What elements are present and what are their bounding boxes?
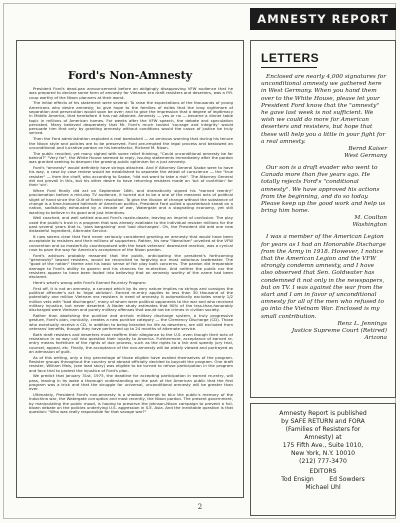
letter-text: Our son is a draft evader who went to Canada more than five years ago. He totally rejects Ford's "conditional amnesty". We have approved his actions from the beginning, and do so today. Please keep up the good work and help us bring him home. [261, 165, 386, 215]
article-paragraph: The public recoiled, yet many sighed with some relief thinking, "Could unconditional amnesty be far behind?" "Very far", the White House seemed to reply, issuing statements immediately after the pardon was granted seeking to dampen the growing public optimism for a just amnesty. [29, 150, 233, 165]
article-paragraph: Well coached, and well settled around Ford's razzle-dazzle, leaving an imprint of confusion. The play used the public's trust in a program that was already available to the individual resister millions for the past several years that is, 'plea bargaining' and 'bad discharges'. Oh, the President did add one new distasteful ingredient, Alternate Service. [29, 215, 233, 234]
article-paragraph: Then the Ford administration exploded a real bombshell — an ominous warning that during his tenure the Nixon style and policies are to be preserved. Ford pre-empted the legal process and bestowed an unconditional and lucrative pardon on his benefactor, Richard M. Nixon. [29, 136, 233, 150]
letter-signature: M. Coulton [354, 215, 387, 222]
article-paragraph: When Ford finally did act on September 16th, and dramatically signed his "earned reentry" proclamation before a mid-day TV audience, it turned out to be a one of the meanest acts of political slight of hand since the Gulf of Tonkin resolution. To give the illusion of change without the substance of change is a time-honored hallmark of American politics. President Ford pulled a quarterback sneak on a nation, sadistically exhausted by a decade of war, Watergate and a stagnating economy, yet still wanting to believe in its good and just intentions. [29, 188, 233, 215]
publisher-info-lines [251, 404, 395, 466]
article-box [16, 40, 244, 498]
publisher-info-line: (Families of Resisters for [285, 426, 361, 433]
letter-item [261, 74, 387, 160]
article-title: Ford's Non-Amnesty [67, 69, 193, 82]
article-paragraph: The initial effects of his statement were several: To raise the expectations of the thousands of young Americans who desire amnesty; to give hope to the families of exiles that the long nightmare of separation and persecution would soon be over; and to give the impression that a degree of legitimacy in Middle America, that heretofore it has not attained. Amnesty — yes or no — became a dinner table topic in millions of American homes. For weeks after the VFW speech, the debate and speculation persisted. Many believed desperately that Mr. Ford's much touted 'courage and integrity' would persuade him that only by granting amnesty without conditions would the cause of justice be truly served. [29, 100, 233, 136]
article-paragraph: Ford's advisors probably reasoned that the public, anticipating the president's forthcoming "generosity" toward resisters, would be reconciled to forgiving our most notorious lawbreaker. The "good of the nation" theme and his basic sense of fair play both concerns. The pardon did irreparable damage to Ford's ability to govern and his chances for re-election. And neither the public nor the resisters appear to have been fooled into believing that an amnesty worthy of the name had been declared. [29, 252, 233, 280]
letter-signature: Bernd Kaiser [348, 146, 387, 153]
letter-item [261, 165, 387, 229]
editors-names: Tod Ensign Ed Sowders [281, 476, 365, 483]
article-paragraph: It now seems clear that Ford never seriously considered granting an amnesty that would have been acceptable to resisters and their millions of supporters. Rather, his new "liberalism" unveiled at the VFW convention and so masterfully counterpoised with the hawk veterans' downsized reaction, was a cynical ruse to pave the way for America's acceptance of the Nixon pardon. [29, 234, 233, 252]
article-paragraph: Both draft resisters and deserters must reaffirm their allegiance to the U.S. even though their acts of resistance in no way call into question their loyalty to America. Furthermore, acceptance of earned re-entry means forfeiture of the rights of due process, such as the rights to a fair and speedy jury trial, counsel, appeal, etc. Finally, the acceptance of the non-amnesty will be widely viewed and portrayed as an admission of guilt. [29, 331, 233, 354]
publisher-info-line: Amnesty Report is published [279, 410, 367, 417]
article-body [29, 87, 233, 493]
letter-signature: Renz L. Jennings [337, 320, 387, 327]
article-paragraph: Here's what's wrong with Ford's Earned Re-entry Program: [33, 279, 147, 285]
letters-box [250, 40, 396, 398]
article-paragraph: As of this writing, only a tiny percentage of those eligible have availed themselves of the program. Resister groups throughout the country and abroad officially decided to boycott the program. One draft resister, William Meis, (see lead story) was eligible to be turned to refuse participation in the program and face trial to protest the injustice of Ford's plan. [29, 354, 233, 373]
article-paragraph: We predict that January 31st, 1975, the deadline for accepting participation in earned re-entry, will pass, leaving in its wake a thorough understanding on the part of the American public that the first program was a trick and that the struggle for universal, unconditional amnesty will be greater than ever. [29, 373, 233, 392]
page-number: 2 [197, 503, 203, 511]
letter-signature: Arizona [364, 334, 387, 341]
letter-signature: Justice Supreme Court (Retired) [291, 327, 387, 334]
article-paragraph: Ford's "amnesty" would definitely have strings attached. And if Attorney General Saxbe were to have his way, a case by case review would be established to separate the wheat of conscience — the "true resister" — from the chaff, who according to Saxbe, "did not want to take a risk". The Attorney General did not prevail in this, but his other desire to have returning resisters made an 'act of contrition' for their 'sin'. [29, 165, 233, 188]
editors-label: EDITORS [309, 468, 337, 475]
letters-list [261, 74, 387, 347]
letter-item [261, 234, 387, 341]
letters-heading: LETTERS [261, 51, 387, 68]
letter-signature: West Germany [344, 153, 387, 160]
letter-text: Enclosed are nearly 4,000 signatures for unconditional amnesty we gathered here in West Germany. When you hand them over to the White House, please let your President Ford know that the "amnesty" he gave last week is not sufficient. We wish we could do more for American deserters and resisters, but hope that these will help you a little in your fight for a real amnesty. [261, 74, 387, 145]
publisher-info-box [250, 403, 396, 516]
letter-text: I was a member of the American Legion for years as I had an Honorable Discharge from the Army in 1918. However, I notice that the American Legion and the VFW strongly condemn amnesty, and I have also observed that Sen. Goldwater has condemned it not only in the newspapers, but on TV. I was against the war from the start and I am in favor of unconditional amnesty for all of the men who refused to go into the Vietnam War. Enclosed is my small contribution. [261, 234, 386, 320]
article-paragraph: Rather than abolishing the punitive and archaic military discharge system, a truly progressive gesture, Ford's plan, ironically, creates a new punitive category — the Clemency Discharge (CD). Those who eventually receive a CD, in addition to being branded for life as deserters, are still excluded from veterans' benefits, though they have performed up to 24 months of alternate service. [29, 313, 233, 331]
article-paragraph: First off, it is not an amnesty, a concept which by its very nature implies no strings and consigns the political offender's act to 'legal oblivion'. Earned re-entry applies to less than 30 thousand of the potentially one million Vietnam era resisters in need of amnesty. It automatically excludes nearly 1/2 million vets with "bad discharges", many of whom were political opponents to the war and who received military injustice, but never deserted. A Nader study estimates that 90% of the less-than-honorably discharged were Vietnam and purely military offenses that would not be crimes in civilian society. [29, 285, 233, 313]
publisher-info-line: Amnesty) at [304, 434, 342, 441]
publisher-info-line: New York, N.Y. 10010 [290, 450, 356, 457]
publisher-info-line: (212) 777-3470 [299, 458, 347, 465]
publisher-info-line: 175 Fifth Ave., Suite 1010, [282, 442, 364, 449]
editors-names-second: Michael Uhl [305, 484, 341, 491]
letter-signature: Washington [352, 222, 387, 229]
article-paragraph: Ultimately, President Ford's non-amnesty is a shadow attempt to blur the public's memory of the Indochina war, the Watergate corruption and most recently, the Nixon pardon. The present government, by manipulating the public mood, is hoping to preserve the Johnson-Nixon campaign to prevent a full-blown debate on the policies underlying U.S. aggression in S.E. Asia. And the inevitable question is that question: "Who was really responsible for that savage war?" [29, 392, 233, 415]
article-paragraph: President Ford's dead-pan announcement before an obligingly disapproving VFW audience that he was prepared to declare some form of amnesty for Vietnam era draft resisters and deserters, was a P.R. coup worthy of the Nixon planners at their worst. [29, 87, 233, 100]
publisher-info-line: by SAFE RETURN and FORA [281, 418, 365, 425]
publication-banner: AMNESTY REPORT [250, 8, 396, 30]
